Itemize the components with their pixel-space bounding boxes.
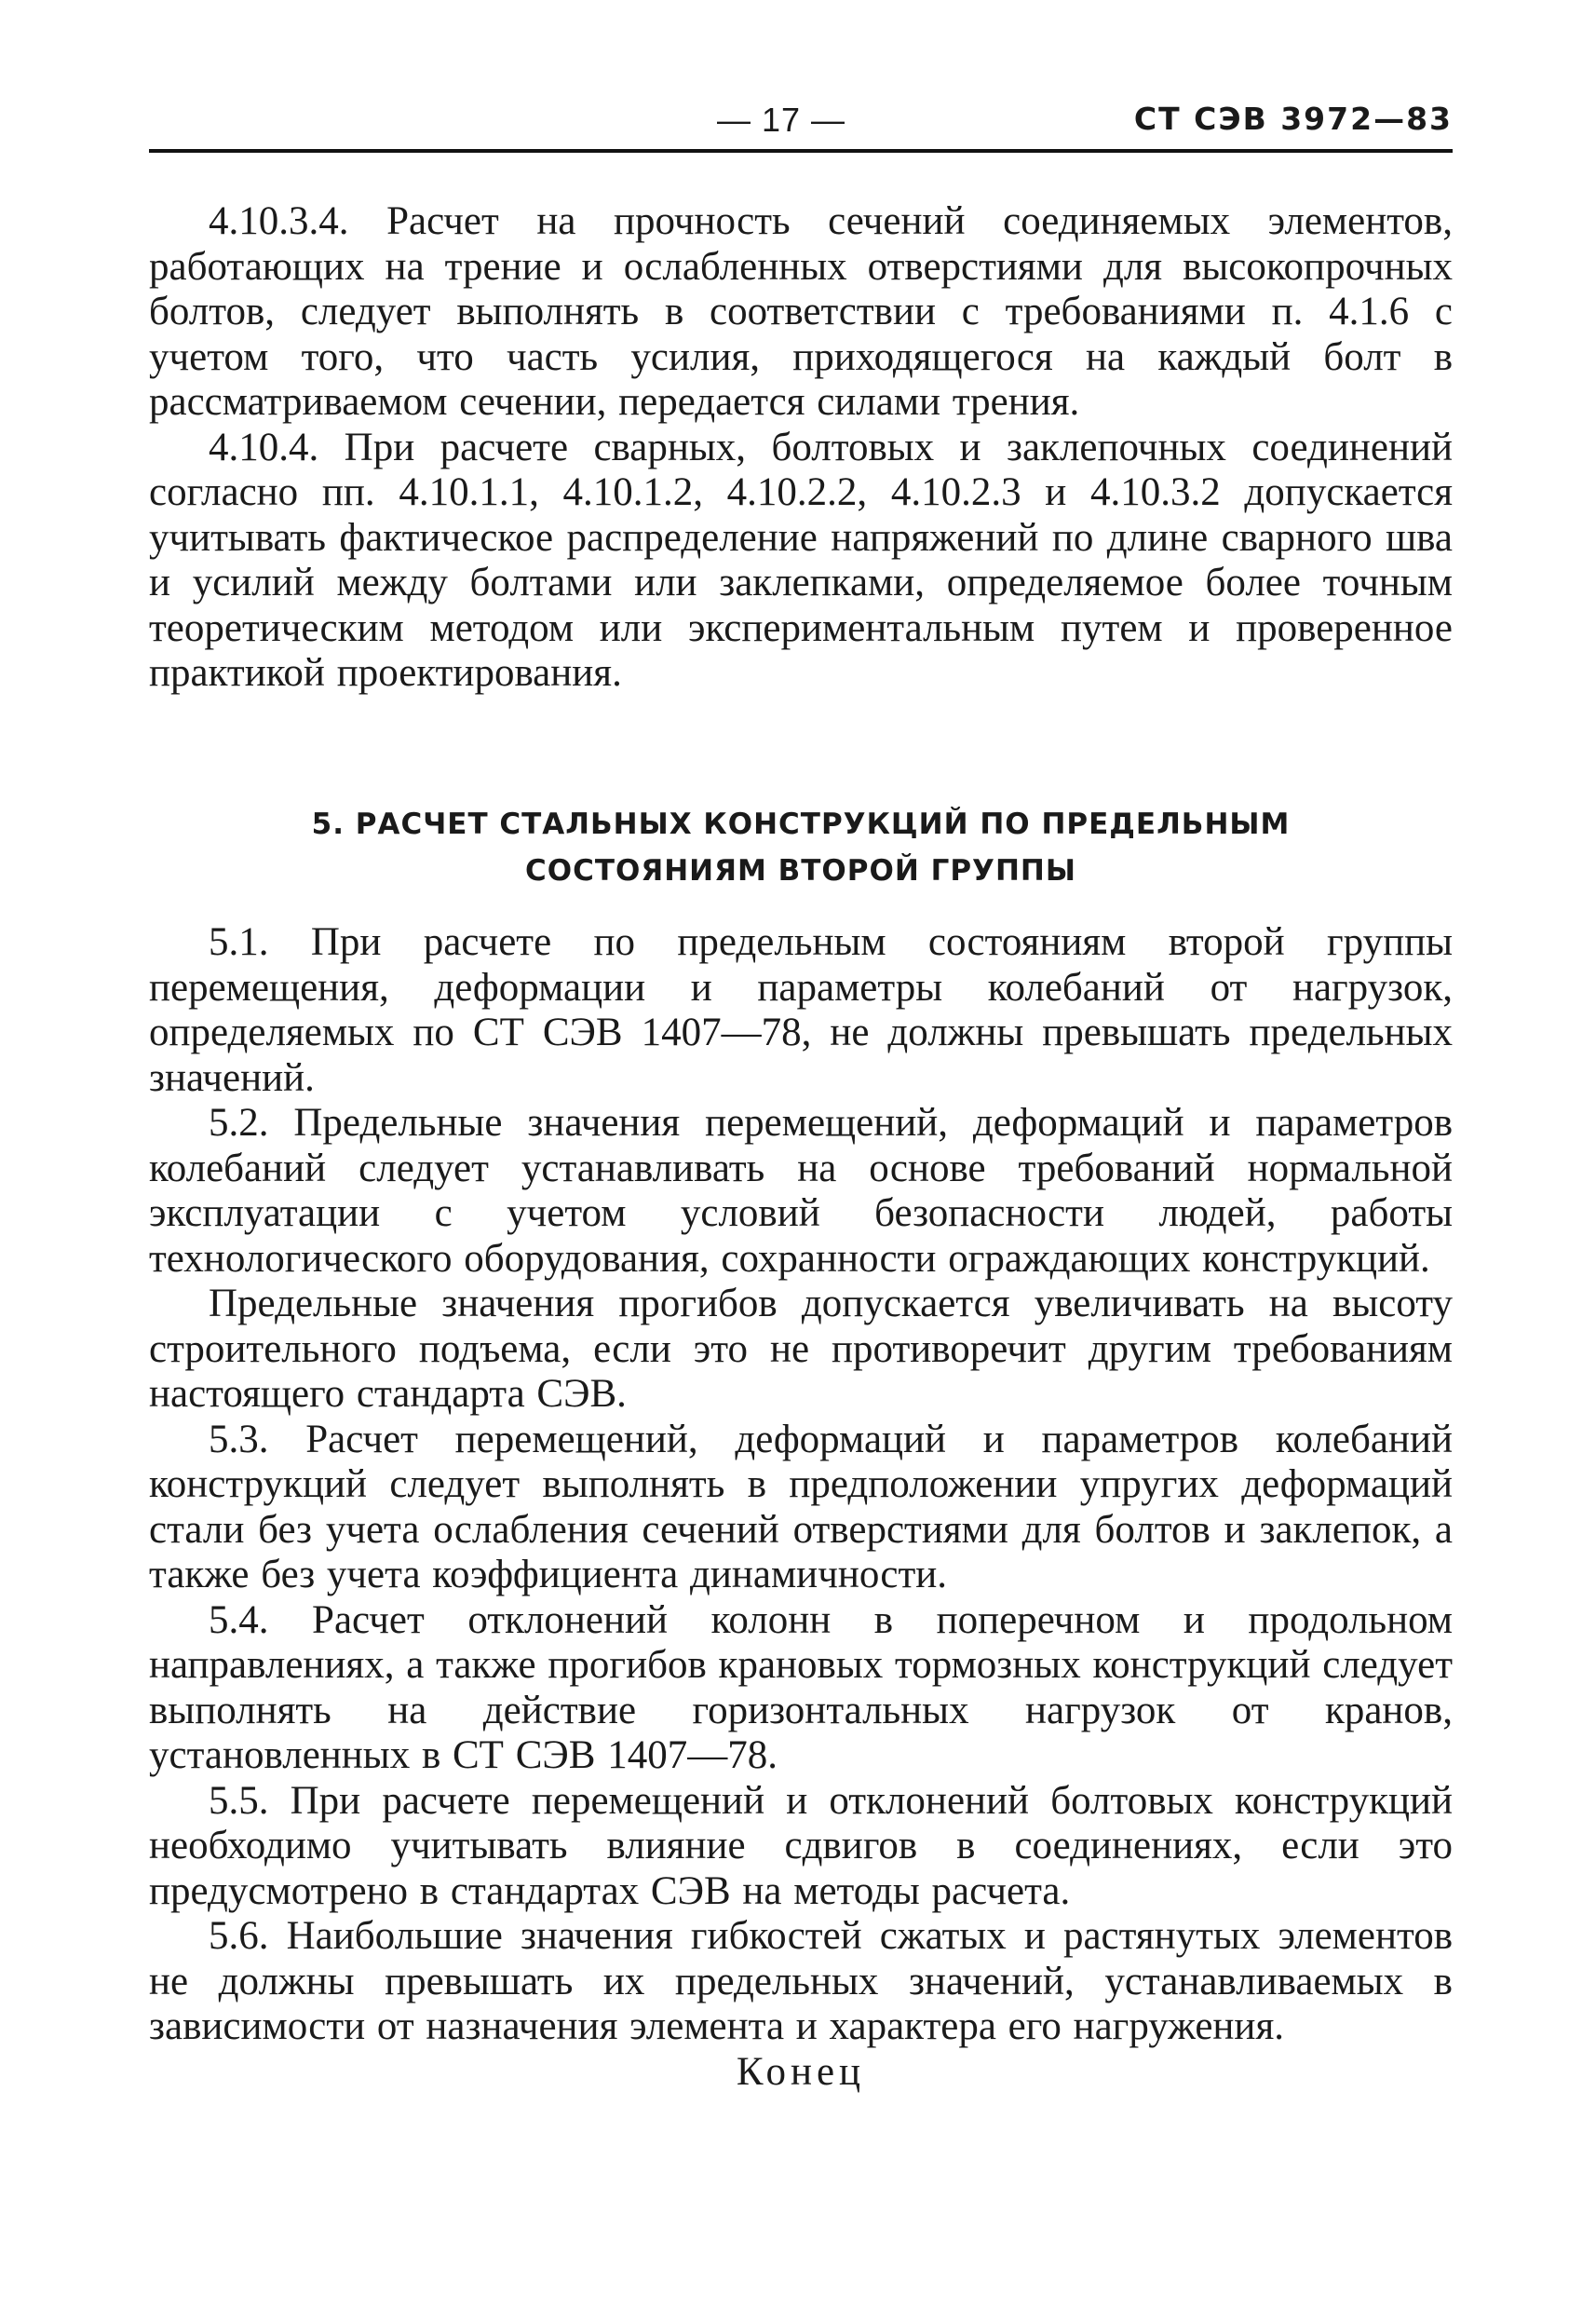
paragraph-4-10-3-4: 4.10.3.4. Расчет на прочность сечений соединяемых элементов, работающих на трение и ослабленных отверстиями для высокопрочных болтов, следует выполнять в соответствии с требованиями п. 4.1.6 с учетом того, что часть усилия, приходящегося на каждый болт в рассматриваемом сечении, передается силами трения. — [149, 199, 1453, 424]
section-heading-line-2: СОСТОЯНИЯМ ВТОРОЙ ГРУППЫ — [525, 854, 1076, 888]
text-block-section-5 — [149, 920, 1453, 2050]
paragraph-5-5: 5.5. При расчете перемещений и отклонений болтовых конструкций необходимо учитывать влияние сдвигов в соединениях, если это предусмотрено в стандартах СЭВ на методы расчета. — [149, 1778, 1453, 1913]
paragraph-5-2: 5.2. Предельные значения перемещений, деформаций и параметров колебаний следует устанавливать на основе требований нормальной эксплуатации с учетом условий безопасности людей, работы технологического оборудования, сохранности ограждающих конструкций. — [149, 1101, 1453, 1281]
paragraph-5-4: 5.4. Расчет отклонений колонн в поперечном и продольном направлениях, а также прогибов крановых тормозных конструкций следует выполнять на действие горизонтальных нагрузок от кранов, установленных в СТ СЭВ 1407—78. — [149, 1597, 1453, 1777]
paragraph-5-2-continued: Предельные значения прогибов допускается увеличивать на высоту строительного подъема, если это не противоречит другим требованиям настоящего стандарта СЭВ. — [149, 1282, 1453, 1416]
section-heading — [149, 801, 1453, 894]
paragraph-5-6: 5.6. Наибольшие значения гибкостей сжатых и растянутых элементов не должны превышать их предельных значений, устанавливаемых в зависимости от назначения элемента и характера его нагружения. — [149, 1914, 1453, 2048]
section-heading-line-1: 5. РАСЧЕТ СТАЛЬНЫХ КОНСТРУКЦИЙ ПО ПРЕДЕЛЬНЫМ — [311, 808, 1291, 841]
page-number: — 17 — — [717, 101, 846, 139]
paragraph-4-10-4: 4.10.4. При расчете сварных, болтовых и заклепочных соединений согласно пп. 4.10.1.1, 4.10.1.2, 4.10.2.2, 4.10.2.3 и 4.10.3.2 допускается учитывать фактическое распределение напряжений по длине сварного шва и усилий между болтами или заклепками, определяемое более точным теоретическим методом или экспериментальным путем и проверенное практикой проектирования. — [149, 425, 1453, 695]
document-code: СТ СЭВ 3972—83 — [1133, 101, 1453, 137]
text-block-before-section — [149, 199, 1453, 697]
paragraph-5-1: 5.1. При расчете по предельным состояниям второй группы перемещения, деформации и параметры колебаний от нагрузок, определяемых по СТ СЭВ 1407—78, не должны превышать предельных значений. — [149, 920, 1453, 1100]
page-header — [149, 101, 1453, 147]
paragraph-5-3: 5.3. Расчет перемещений, деформаций и параметров колебаний конструкций следует выполнять в предположении упругих деформаций стали без учета ослабления сечений отверстиями для болтов и заклепок, а также без учета коэффициента динамичности. — [149, 1417, 1453, 1596]
header-divider — [149, 149, 1453, 153]
end-mark: Конец — [736, 2050, 866, 2094]
